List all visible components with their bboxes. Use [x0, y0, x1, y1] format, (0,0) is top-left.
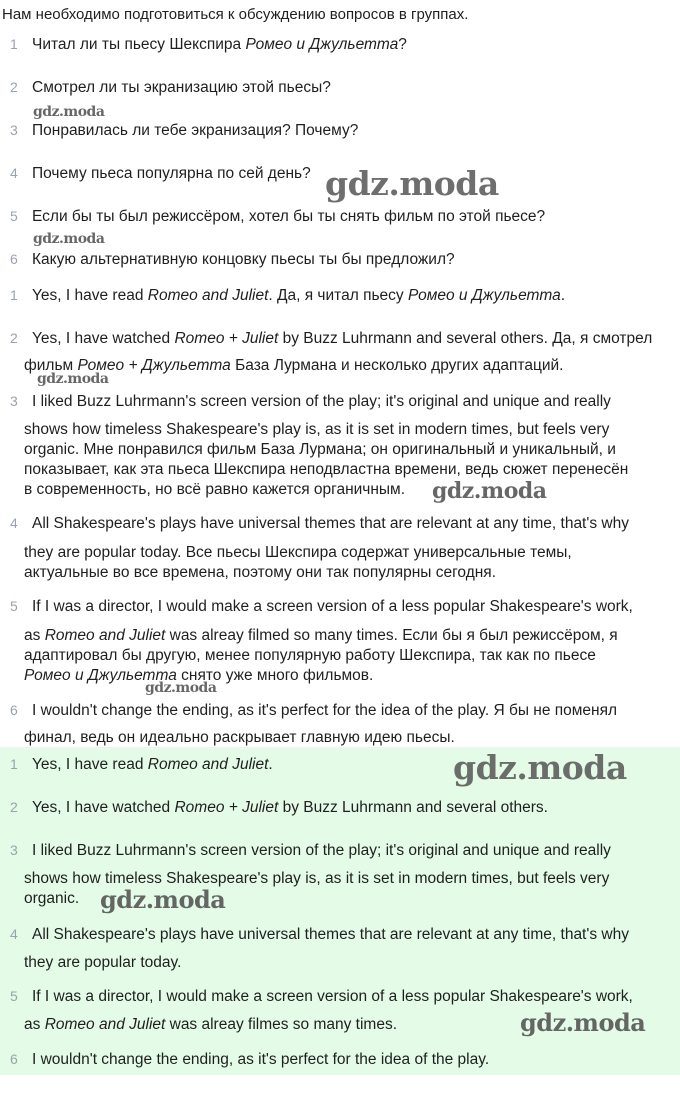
answer-text: by Buzz Luhrmann and several others. Да, я смотрел [278, 330, 653, 347]
question-text: Читал ли ты пьесу Шекспира [32, 36, 246, 53]
question-text: Почему пьеса популярна по сей день? [32, 165, 311, 182]
answer-line: показывает, как эта пьеса Шекспира неподвластна времени, ведь сюжет перенесён [24, 461, 629, 478]
answer-italic: Romeo and Juliet [147, 756, 269, 773]
answer-4-cont [24, 543, 674, 583]
answer-text: снято уже много фильмов. [176, 667, 374, 684]
question-punct: ? [398, 36, 407, 53]
item-number: 6 [10, 702, 18, 718]
answer-text: as [24, 1016, 45, 1033]
item-number: 4 [10, 165, 18, 181]
watermark: gdz.moda [37, 371, 109, 387]
watermark: gdz.moda [432, 478, 547, 504]
watermark: gdz.moda [100, 885, 226, 914]
answer-2 [10, 330, 674, 348]
item-number: 1 [10, 756, 18, 772]
question-text: Понравилась ли тебе экранизация? Почему? [32, 122, 359, 139]
item-number: 5 [10, 988, 18, 1004]
answer-line: финал, ведь он идеально раскрывает главную идею пьесы. [24, 729, 455, 746]
english-answer-4 [10, 926, 674, 944]
answer-text: . [560, 287, 566, 304]
watermark: gdz.moda [520, 1008, 646, 1037]
answer-1 [10, 287, 674, 305]
answer-italic: Romeo and Juliet [44, 627, 166, 644]
answer-line: shows how timeless Shakespeare's play is, as it is set in modern times, but feels very [24, 421, 610, 438]
answer-line: I wouldn't change the ending, as it's perfect for the idea of the play. Я бы не поменял [32, 702, 618, 719]
watermark: gdz.moda [33, 104, 105, 120]
question-italic: Ромео и Джульетта [245, 36, 399, 53]
item-number: 2 [10, 330, 18, 346]
question-2 [10, 79, 674, 97]
answer-text: by Buzz Luhrmann and several others. [278, 799, 548, 816]
answer-text: Yes, I have read [32, 287, 148, 304]
answer-italic: Romeo and Juliet [44, 1016, 166, 1033]
answer-italic: Romeo + Juliet [174, 330, 279, 347]
answer-line: they are popular today. Все пьесы Шекспира содержат универсальные темы, [24, 544, 572, 561]
intro-text: Нам необходимо подготовиться к обсуждению вопросов в группах. [2, 6, 469, 23]
item-number: 6 [10, 251, 18, 267]
question-text: Если бы ты был режиссёром, хотел бы ты снять фильм по этой пьесе? [32, 208, 546, 225]
answer-italic: Ромео и Джульетта [24, 667, 177, 684]
answer-italic: Ромео + Джульетта [77, 357, 231, 374]
answer-5 [10, 598, 674, 616]
answer-line: If I was a director, I would make a screen version of a less popular Shakespeare's work, [32, 988, 633, 1005]
item-number: 2 [10, 799, 18, 815]
item-number: 5 [10, 598, 18, 614]
question-text: Какую альтернативную концовку пьесы ты бы предложил? [32, 251, 455, 268]
answer-text: was alreay filmed so many times. Если бы я был режиссёром, я [165, 627, 618, 644]
answer-text: Yes, I have read [32, 756, 148, 773]
answer-text: База Лурмана и несколько других адаптаций. [230, 357, 564, 374]
english-answer-2 [10, 799, 674, 817]
item-number: 3 [10, 122, 18, 138]
answer-line: I liked Buzz Luhrmann's screen version of the play; it's original and unique and really [32, 842, 611, 859]
answer-line: актуальные во все времена, поэтому они так популярны сегодня. [24, 564, 497, 581]
question-6 [10, 251, 674, 269]
question-3 [10, 122, 674, 140]
item-number: 6 [10, 1051, 18, 1067]
answer-line: shows how timeless Shakespeare's play is, as it is set in modern times, but feels very [24, 870, 610, 887]
question-5 [10, 208, 674, 226]
answer-2-cont [24, 357, 674, 375]
answer-text: . [268, 756, 273, 773]
item-number: 5 [10, 208, 18, 224]
item-number: 1 [10, 36, 18, 52]
answer-text: фильм [24, 357, 78, 374]
item-number: 2 [10, 79, 18, 95]
english-answer-3 [10, 842, 674, 860]
item-number: 1 [10, 287, 18, 303]
answer-line: If I was a director, I would make a screen version of a less popular Shakespeare's work, [32, 598, 633, 615]
watermark: gdz.moda [325, 164, 499, 203]
english-answer-6 [10, 1051, 674, 1069]
english-answer-4-cont [24, 954, 674, 972]
answer-line: I liked Buzz Luhrmann's screen version of the play; it's original and unique and really [32, 393, 611, 410]
question-text: Смотрел ли ты экранизацию этой пьесы? [32, 79, 331, 96]
answer-line: organic. Мне понравился фильм База Лурмана; он оригинальный и уникальный, и [24, 441, 616, 458]
answer-3-cont [24, 420, 674, 500]
answer-italic: Romeo + Juliet [174, 799, 279, 816]
answer-3 [10, 393, 674, 411]
item-number: 3 [10, 393, 18, 409]
english-answer-5 [10, 988, 674, 1006]
watermark: gdz.moda [33, 231, 105, 247]
answer-line: адаптировал бы другую, менее популярную работу Шекспира, так как по пьесе [24, 647, 596, 664]
answer-line: All Shakespeare's plays have universal themes that are relevant at any time, that's why [32, 926, 629, 943]
answer-text: as [24, 627, 45, 644]
answer-line: I wouldn't change the ending, as it's perfect for the idea of the play. [32, 1051, 490, 1068]
answer-line: в современность, но всё равно кажется органичным. [24, 481, 406, 498]
answer-line: organic. [24, 890, 80, 907]
answer-5-cont [24, 626, 674, 686]
watermark: gdz.moda [145, 680, 217, 696]
answer-6-cont [24, 729, 674, 747]
answer-italic: Ромео и Джульетта [407, 287, 561, 304]
question-1 [10, 36, 674, 54]
answer-line: they are popular today. [24, 954, 182, 971]
answer-line: All Shakespeare's plays have universal themes that are relevant at any time, that's why [32, 515, 629, 532]
answer-text: was alreay filmes so many times. [165, 1016, 398, 1033]
answer-text: Yes, I have watched [32, 330, 175, 347]
answer-4 [10, 515, 674, 533]
item-number: 4 [10, 515, 18, 531]
item-number: 4 [10, 926, 18, 942]
answer-text: . Да, я читал пьесу [268, 287, 408, 304]
item-number: 3 [10, 842, 18, 858]
answer-text: Yes, I have watched [32, 799, 175, 816]
watermark: gdz.moda [453, 748, 627, 787]
answer-6 [10, 702, 674, 720]
answer-italic: Romeo and Juliet [147, 287, 269, 304]
